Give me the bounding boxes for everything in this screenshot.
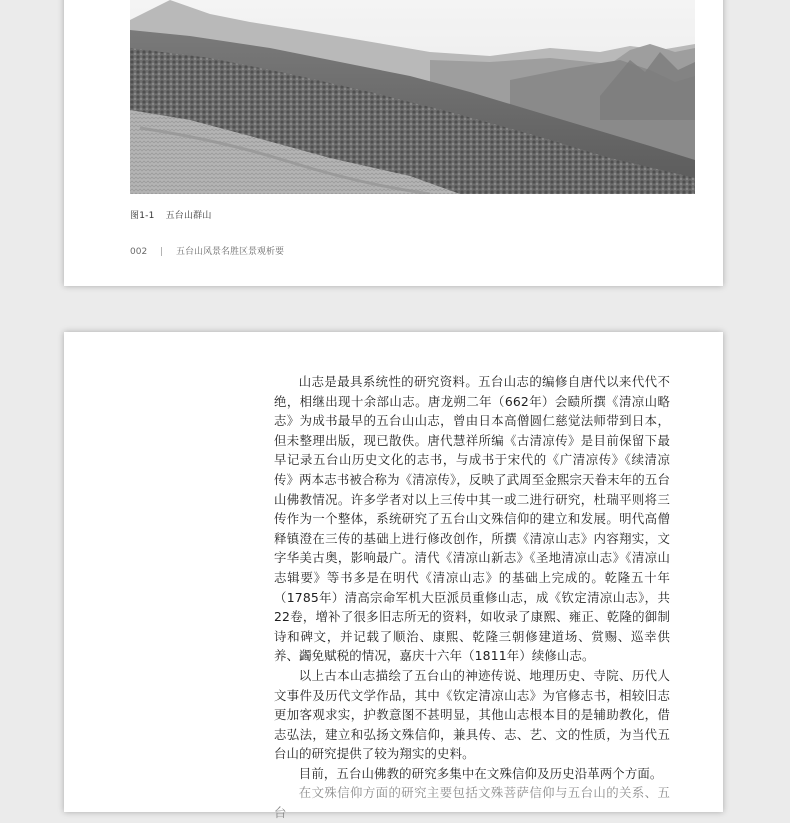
mountain-photo: [130, 0, 695, 194]
page-number: 002: [130, 247, 148, 257]
figure-title: 五台山群山: [165, 211, 212, 221]
figure-caption: [130, 208, 212, 221]
paragraph: 目前，五台山佛教的研究多集中在文殊信仰及历史沿革两个方面。: [298, 765, 663, 781]
paragraph: 以上古本山志描绘了五台山的神迹传说、地理历史、寺院、历代人文事件及历代文学作品，其中《钦定清凉山志》为官修志书，相较旧志更加客观求实，护教意图不甚明显，其他山志根本目的是辅助教化，借志弘法，建立和弘扬文殊信仰，兼具传、志、艺、文的性质，为当代五台山的研究提供了较为翔实的史料。: [274, 667, 670, 762]
page-footer: [130, 244, 284, 257]
current-page: [64, 332, 723, 821]
body-text: [274, 372, 670, 823]
footer-separator: |: [160, 247, 164, 257]
paragraph: 山志是最具系统性的研究资料。五台山志的编修自唐代以来代代不绝，相继出现十余部山志。唐龙朔二年（662年）会赜所撰《清凉山略志》为成书最早的五台山山志，曾由日本高僧圆仁慈觉法师带到日本，但未整理出版，现已散佚。唐代慧祥所编《古清凉传》是目前保留下最早记录五台山历史文化的志书，与成书于宋代的《广清凉传》《续清凉传》两本志书被合称为《清凉传》，反映了武周至金熙宗天眷末年的五台山佛教情况。许多学者对以上三传中其一或二进行研究，杜瑞平则将三传作为一个整体，系统研究了五台山文殊信仰的建立和发展。明代高僧释镇澄在三传的基础上进行修改创作，所撰《清凉山志》内容翔实，文字华美古奥，影响最广。清代《清凉山新志》《圣地清凉山志》《清凉山志辑要》等书多是在明代《清凉山志》的基础上完成的。乾隆五十年（1785年）清高宗命军机大臣派员重修山志，成《钦定清凉山志》，共22卷，增补了很多旧志所无的资料，如收录了康熙、雍正、乾隆的御制诗和碑文，并记载了顺治、康熙、乾隆三朝修建道场、赏赐、巡幸供养、蠲免赋税的情况，嘉庆十六年（1811年）续修山志。: [274, 374, 670, 664]
paragraph-partial: 在文殊信仰方面的研究主要包括文殊菩萨信仰与五台山的关系、五台: [274, 785, 670, 821]
previous-page: [64, 0, 723, 286]
figure-number: 图1-1: [130, 211, 155, 221]
running-title: 五台山风景名胜区景观析要: [175, 247, 284, 257]
